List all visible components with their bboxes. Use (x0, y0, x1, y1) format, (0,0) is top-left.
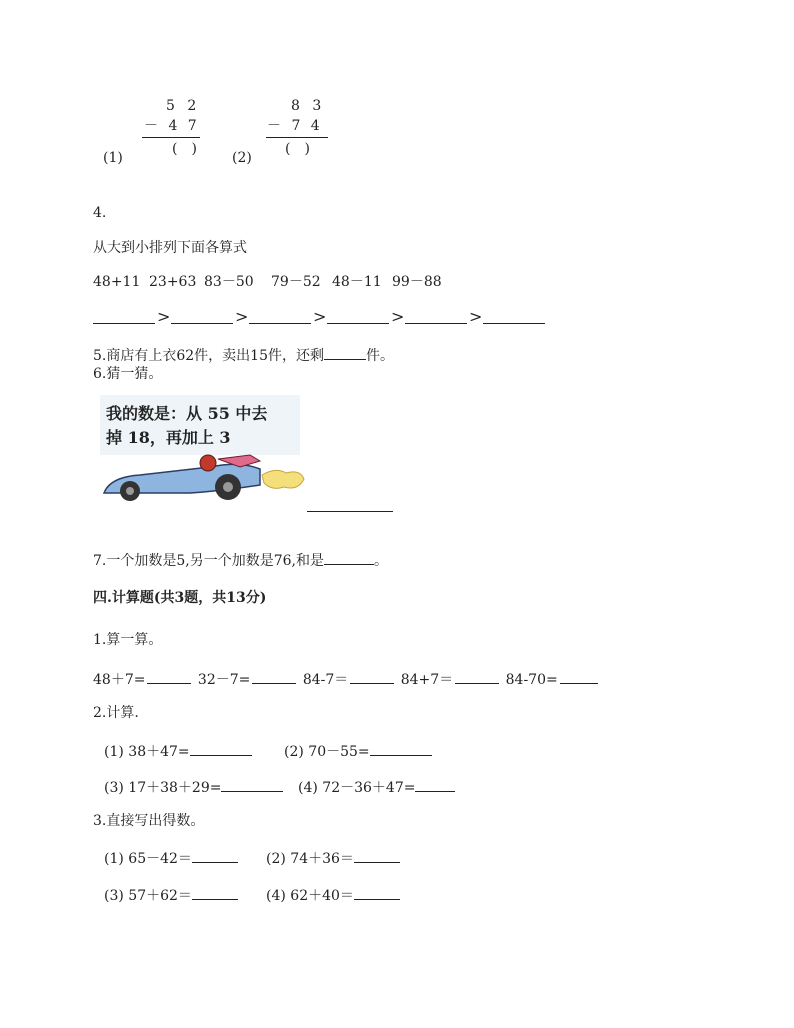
c3-blank-4[interactable] (354, 886, 400, 900)
q4-blank-1[interactable] (93, 323, 155, 324)
c2-item-3-text: (3) 17＋38＋29= (104, 780, 222, 796)
c1-blank-1[interactable] (147, 670, 191, 684)
sub1-minuend: 5 2 (166, 98, 201, 114)
q4-blank-3[interactable] (249, 323, 311, 324)
c3-item-3-text: (3) 57＋62＝ (104, 888, 192, 904)
c1-item-5: 84-70= (505, 672, 558, 688)
q7-text: 7.一个加数是5,另一个加数是76,和是 (93, 553, 324, 569)
c1-row (93, 670, 600, 687)
c2-item-2 (284, 742, 432, 759)
sub2-answer-blank[interactable]: ( ) (285, 141, 310, 157)
c2-item-4 (298, 778, 455, 795)
c2-item-4-text: (4) 72－36＋47= (298, 780, 416, 796)
q4-number: 4. (93, 205, 107, 221)
q7-suffix: 。 (373, 553, 388, 569)
c1-title: 1.算一算。 (93, 632, 163, 648)
c2-blank-3[interactable] (221, 778, 283, 792)
c2-title: 2.计算. (93, 705, 139, 721)
sub2-line (266, 137, 328, 138)
c3-item-4-text: (4) 62＋40＝ (266, 888, 354, 904)
section4-title: 四.计算题(共3题，共13分) (93, 590, 267, 606)
c1-item-3: 84-7＝ (302, 672, 349, 688)
race-car-icon (100, 447, 310, 509)
c1-blank-5[interactable] (560, 670, 598, 684)
q4-gt-1: > (157, 307, 171, 326)
q5-blank[interactable] (324, 346, 366, 360)
c3-title: 3.直接写出得数。 (93, 813, 205, 829)
q4-gt-4: > (391, 307, 405, 326)
q6-illustration (100, 395, 310, 507)
c2-item-3 (104, 778, 283, 795)
c2-item-1 (104, 742, 252, 759)
q5-line (93, 346, 394, 363)
sub1-subtrahend: － 4 7 (144, 118, 200, 134)
c3-item-3 (104, 886, 238, 903)
q7-line (93, 551, 388, 568)
q4-gt-3: > (313, 307, 327, 326)
c3-item-4 (266, 886, 400, 903)
c2-blank-4[interactable] (415, 778, 455, 792)
q5-text: 5.商店有上衣62件，卖出15件，还剩 (93, 348, 324, 364)
q4-expr-4: 79－52 (271, 274, 321, 290)
c3-blank-3[interactable] (192, 886, 238, 900)
q6-title: 6.猜一猜。 (93, 366, 163, 382)
sub2-minuend: 8 3 (291, 98, 326, 114)
c1-blank-3[interactable] (350, 670, 394, 684)
q4-blank-6[interactable] (483, 323, 545, 324)
c2-item-1-text: (1) 38＋47= (104, 744, 190, 760)
c3-item-1-text: (1) 65－42＝ (104, 851, 192, 867)
c2-blank-2[interactable] (370, 742, 432, 756)
q4-blank-2[interactable] (171, 323, 233, 324)
c1-blank-2[interactable] (252, 670, 296, 684)
sub1-answer-blank[interactable]: ( ) (172, 141, 197, 157)
sub1-label: (1) (103, 150, 123, 166)
q4-blank-5[interactable] (405, 323, 467, 324)
sub1-line (142, 137, 200, 138)
q4-gt-5: > (469, 307, 483, 326)
c3-blank-2[interactable] (354, 849, 400, 863)
q6-line2: 掉 18，再加上 3 (106, 428, 231, 447)
q6-line1: 我的数是：从 55 中去 (106, 404, 268, 423)
q4-expr-5: 48－11 (332, 274, 382, 290)
q6-answer-blank[interactable] (307, 511, 393, 512)
q4-gt-2: > (235, 307, 249, 326)
c1-item-4: 84+7＝ (400, 672, 454, 688)
c2-blank-1[interactable] (190, 742, 252, 756)
sub2-label: (2) (232, 150, 252, 166)
c3-blank-1[interactable] (192, 849, 238, 863)
q5-suffix: 件。 (366, 348, 394, 364)
c3-item-1 (104, 849, 238, 866)
q4-expr-2: 23+63 (149, 274, 197, 290)
c3-item-2 (266, 849, 400, 866)
q4-expr-6: 99－88 (392, 274, 442, 290)
c1-item-2: 32－7= (197, 672, 251, 688)
q7-blank[interactable] (324, 551, 374, 565)
c3-item-2-text: (2) 74＋36＝ (266, 851, 354, 867)
q4-expr-3: 83－50 (204, 274, 254, 290)
c1-blank-4[interactable] (455, 670, 499, 684)
q4-instruction: 从大到小排列下面各算式 (93, 240, 247, 256)
c1-item-1: 48＋7= (93, 672, 146, 688)
sub2-subtrahend: － 7 4 (267, 118, 323, 134)
q4-expr-1: 48+11 (93, 274, 141, 290)
c2-item-2-text: (2) 70－55= (284, 744, 370, 760)
q4-blank-4[interactable] (327, 323, 389, 324)
